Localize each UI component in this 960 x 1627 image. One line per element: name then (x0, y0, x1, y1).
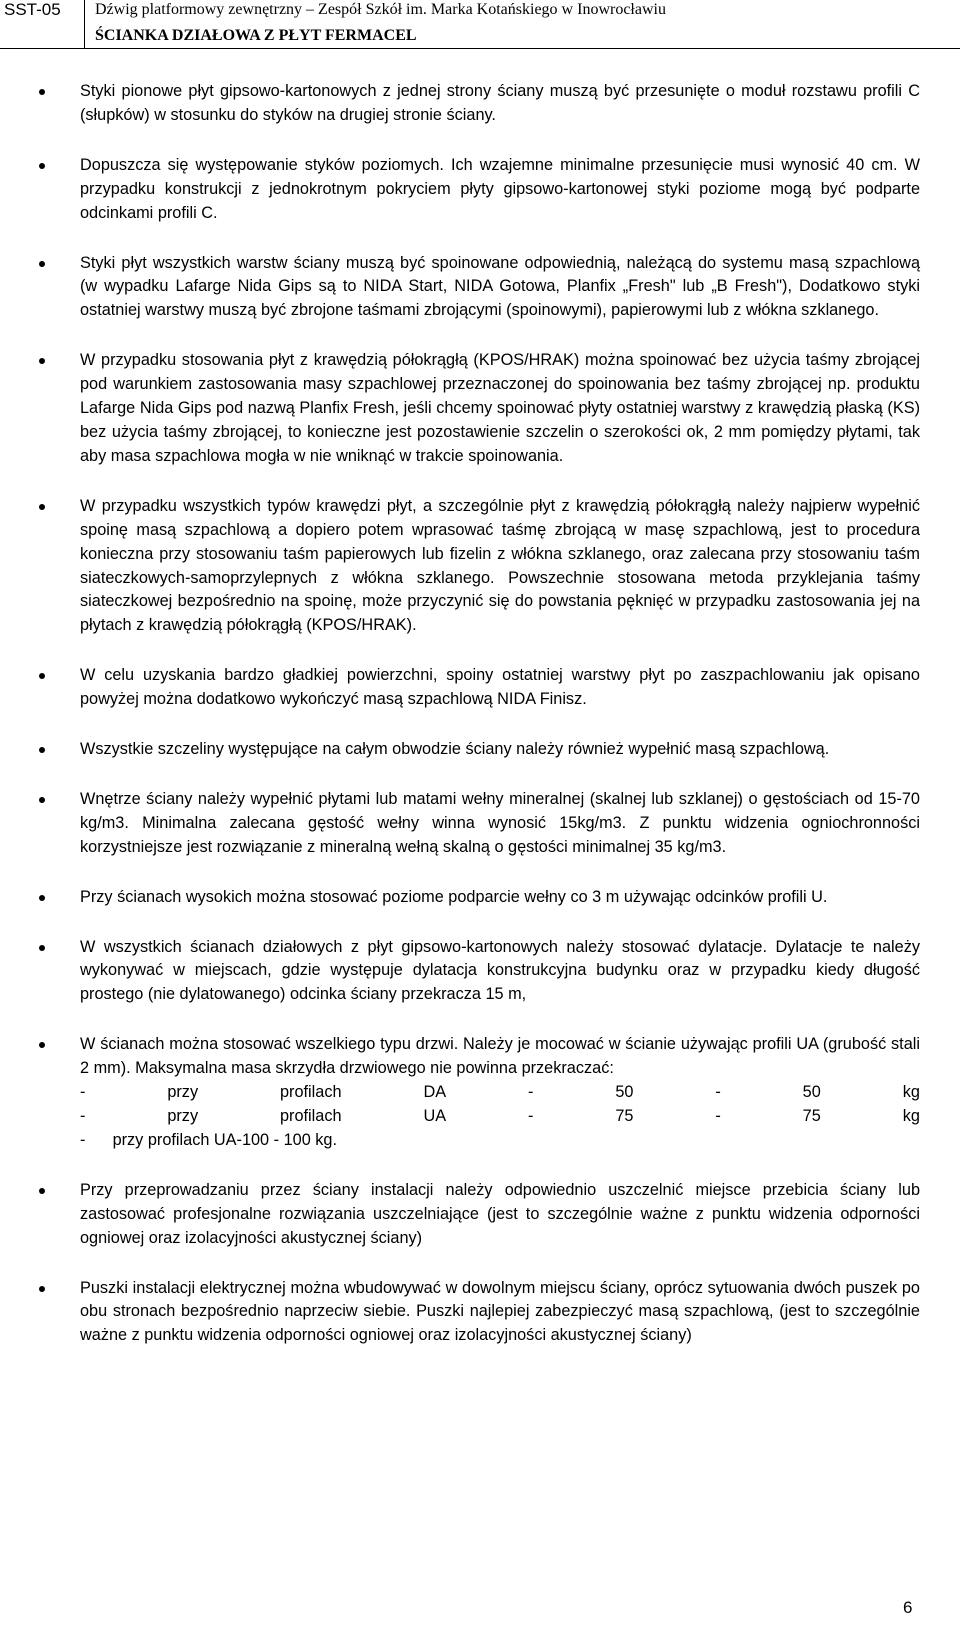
bullet-icon (39, 163, 45, 169)
list-item (0, 1277, 960, 1349)
bullet-icon (39, 945, 45, 951)
row-cell: kg (902, 1107, 920, 1125)
list-item-text: Przy przeprowadzaniu przez ściany instalacji należy odpowiednio uszczelnić miejsce przebicia ściany lub zastosować profesjonalne rozwiązania uszczelniające (jest to szczególnie ważne z punktu widzenia odporności ogniowej oraz izolacyjności akustycznej ściany) (80, 1180, 920, 1247)
document-title: Dźwig platformowy zewnętrzny – Zespół Szkół im. Marka Kotańskiego w Inowrocławiu (95, 1, 666, 18)
row-cell: - (527, 1107, 534, 1125)
header-divider-vertical (84, 0, 85, 48)
list-item-text: W wszystkich ścianach działowych z płyt gipsowo-kartonowych należy stosować dylatacje. Dylatacje te należy wykonywać w miejscach, gdzie występuje dylatacja konstrukcyjna budynku oraz w przypadku kiedy długość prostego (nie dylatowanego) odcinka ściany przekracza 15 m, (80, 937, 920, 1004)
bullet-icon (39, 89, 45, 95)
bullet-list (0, 80, 960, 1374)
row-cell: 75 (615, 1107, 634, 1125)
row-cell: 50 (802, 1083, 821, 1102)
row-cell: 75 (802, 1107, 821, 1125)
list-item-text: Dopuszcza się występowanie styków poziomych. Ich wzajemne minimalne przesunięcie musi wynosić 40 cm. W przypadku konstrukcji z jednokrotnym pokryciem płyty gipsowo-kartonowej styki poziome mogą być podparte odcinkami profili C. (80, 155, 920, 222)
list-item-text: W przypadku wszystkich typów krawędzi płyt, a szczególnie płyt z krawędzią półokrągłą należy najpierw wypełnić spoinę masą szpachlową a dopiero potem wprasować taśmę zbrojącą w masę szpachlową, jest to procedura konieczna przy stosowaniu taśm papierowych lub fizelin z włókna szklanego, oraz zalecana przy stosowaniu taśm siateczkowych-samoprzylepnych z włókna szklanego. Powszechnie stosowana metoda przyklejania taśmy siateczkowej bezpośrednio na spoinę, może przyczynić się do powstania pęknięć w przypadku zastosowania jej na płytach z krawędzią półokrągłą (KPOS/HRAK). (80, 496, 920, 635)
list-item (0, 495, 960, 638)
list-item-text: W przypadku stosowania płyt z krawędzią półokrągłą (KPOS/HRAK) można spoinować bez użycia taśmy zbrojącej pod warunkiem zastosowania masy szpachlowej przeznaczonej do spoinowania bez taśmy zbrojącej np. produktu Lafarge Nida Gips pod nazwą Planfix Fresh, jeśli chcemy spoinować płyty ostatniej warstwy z krawędzią płaską (KS) bez użycia taśmy zbrojącej, to konieczne jest pozostawienie szczelin o szerokości ok, 2 mm pomiędzy płytami, tak aby masa szpachlowa mogła w nie wniknąć w trakcie spoinowania. (80, 351, 920, 465)
bullet-icon (39, 673, 45, 679)
list-item (0, 252, 960, 324)
document-subtitle: ŚCIANKA DZIAŁOWA Z PŁYT FERMACEL (95, 27, 417, 44)
header-divider-horizontal (0, 48, 960, 49)
door-weight-row-ua (80, 1105, 920, 1129)
row-cell: przy (167, 1083, 199, 1102)
bullet-icon (39, 1286, 45, 1292)
list-item (0, 738, 960, 762)
bullet-icon (39, 797, 45, 803)
page-number: 6 (903, 1598, 913, 1617)
row-cell: DA (423, 1083, 447, 1102)
list-item-text-block (80, 1033, 920, 1153)
list-item (0, 1179, 960, 1251)
row-cell: profilach (280, 1107, 342, 1125)
row-cell: - (715, 1083, 721, 1102)
bullet-icon (39, 747, 45, 753)
list-item (0, 886, 960, 910)
row-cell: UA (423, 1107, 447, 1125)
row-cell: kg (902, 1083, 920, 1102)
list-item (0, 788, 960, 860)
bullet-icon (39, 261, 45, 267)
page-header (0, 0, 960, 52)
row-cell: - (527, 1083, 534, 1102)
list-item (0, 154, 960, 226)
list-item-text: W celu uzyskania bardzo gładkiej powierzchni, spoiny ostatniej warstwy płyt po zaszpachlowaniu jak opisano powyżej można dodatkowo wykończyć masą szpachlową NIDA Finisz. (80, 666, 920, 709)
bullet-icon (39, 1042, 45, 1048)
list-item-text: Puszki instalacji elektrycznej można wbudowywać w dowolnym miejscu ściany, oprócz sytuowania dwóch puszek po obu stronach bezpośrednio naprzeciw siebie. Puszki najlepiej zabezpieczyć masą szpachlową, (jest to szczególnie ważne z punktu widzenia odporności ogniowej oraz izolacyjności akustycznej ściany) (80, 1278, 920, 1345)
bullet-icon (39, 504, 45, 510)
row-cell: profilach (280, 1083, 342, 1102)
bullet-icon (39, 358, 45, 364)
list-item (0, 349, 960, 469)
list-item-text: Styki pionowe płyt gipsowo-kartonowych z jednej strony ściany muszą być przesunięte o moduł rozstawu profili C (słupków) w stosunku do styków na drugiej stronie ściany. (80, 82, 920, 124)
list-item-doors (0, 1033, 960, 1153)
row-cell: - (80, 1083, 86, 1102)
row-cell: przy (167, 1107, 199, 1125)
door-weight-row-ua100: - przy profilach UA-100 - 100 kg. (80, 1130, 337, 1149)
list-item (0, 664, 960, 712)
list-item (0, 80, 960, 128)
list-item-text: Wnętrze ściany należy wypełnić płytami lub matami wełny mineralnej (skalnej lub szklanej) o gęstościach od 15-70 kg/m3. Minimalna zalecana gęstość wełny winna wynosić 15kg/m3. Z punktu widzenia ogniochronności korzystniejsze jest rozwiązanie z mineralną wełną skalną o gęstości minimalnej 35 kg/m3. (80, 789, 920, 856)
door-weight-row-da (80, 1081, 920, 1105)
row-cell: 50 (615, 1083, 634, 1102)
document-code: SST-05 (4, 0, 61, 19)
bullet-icon (39, 895, 45, 901)
row-cell: - (80, 1107, 86, 1125)
list-item-text: Styki płyt wszystkich warstw ściany muszą być spoinowane odpowiednią, należącą do systemu masą szpachlową (w wypadku Lafarge Nida Gips są to NIDA Start, NIDA Gotowa, Planfix „Fresh" lub „B Fresh"), Dodatkowo styki ostatniej warstwy muszą być zbrojone taśmami zbrojącymi (spoinowymi), papierowymi lub z włókna szklanego. (80, 253, 920, 320)
row-cell: - (715, 1107, 721, 1125)
list-item (0, 936, 960, 1008)
list-item-text: Przy ścianach wysokich można stosować poziome podparcie wełny co 3 m używając odcinków profili U. (80, 887, 828, 906)
list-item-text: W ścianach można stosować wszelkiego typu drzwi. Należy je mocować w ścianie używając profili UA (grubość stali 2 mm). Maksymalna masa skrzydła drzwiowego nie powinna przekraczać: (80, 1035, 920, 1078)
list-item-text: Wszystkie szczeliny występujące na całym obwodzie ściany należy również wypełnić masą szpachlową. (80, 740, 830, 759)
bullet-icon (39, 1188, 45, 1194)
